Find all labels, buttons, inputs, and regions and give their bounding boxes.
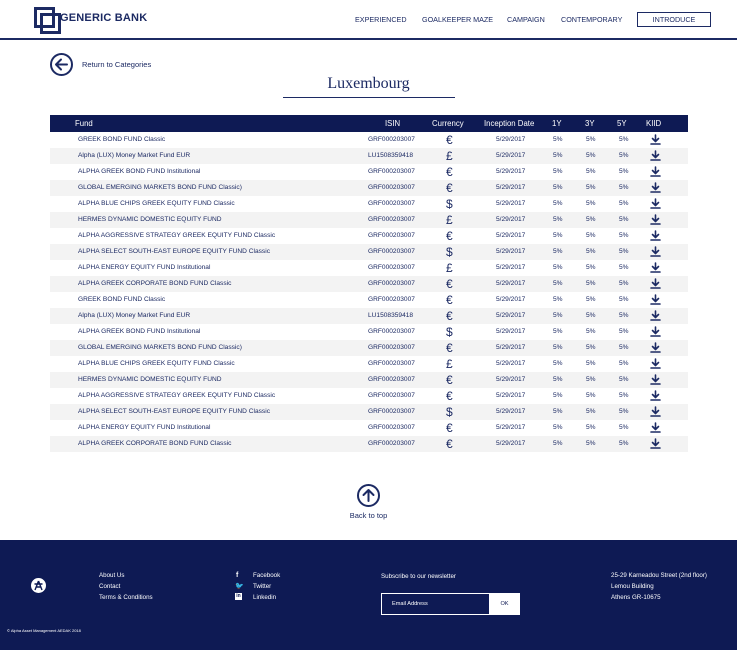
brand-logo[interactable]: [34, 7, 147, 29]
return-1y: 5%: [553, 184, 563, 191]
linkedin-icon[interactable]: in: [236, 593, 241, 599]
return-3y: 5%: [586, 216, 596, 223]
fund-name[interactable]: ALPHA SELECT SOUTH-EAST EUROPE EQUITY FUND Classic: [78, 248, 270, 255]
currency-symbol: €: [446, 341, 453, 355]
return-1y: 5%: [553, 296, 563, 303]
return-3y: 5%: [586, 312, 596, 319]
fund-name[interactable]: GREEK BOND FUND Classic: [78, 296, 166, 303]
title-divider: [283, 97, 455, 98]
footer-link-about-us[interactable]: About Us: [99, 572, 125, 579]
download-icon[interactable]: [650, 134, 661, 147]
isin: GRF000203007: [368, 424, 415, 431]
return-3y: 5%: [586, 168, 596, 175]
return-5y: 5%: [619, 264, 629, 271]
download-icon[interactable]: [650, 278, 661, 291]
site-header: [0, 0, 737, 40]
address-line-1: 25-29 Karneadou Street (2nd floor): [611, 572, 707, 579]
arrow-up-icon: [359, 486, 378, 505]
return-1y: 5%: [553, 264, 563, 271]
isin: GRF000203007: [368, 360, 415, 367]
currency-symbol: €: [446, 373, 453, 387]
return-1y: 5%: [553, 328, 563, 335]
nav-item-contemporary[interactable]: CONTEMPORARY: [561, 15, 623, 24]
download-icon[interactable]: [650, 166, 661, 179]
download-icon[interactable]: [650, 342, 661, 355]
currency-symbol: €: [446, 309, 453, 323]
table-row[interactable]: [50, 388, 688, 404]
fund-name[interactable]: ALPHA GREEK BOND FUND Institutional: [78, 328, 201, 335]
table-row[interactable]: [50, 260, 688, 276]
return-3y: 5%: [586, 152, 596, 159]
isin: GRF000203007: [368, 248, 415, 255]
currency-symbol: €: [446, 165, 453, 179]
currency-symbol: $: [446, 325, 453, 339]
fund-name[interactable]: Alpha (LUX) Money Market Fund EUR: [78, 312, 191, 319]
currency-symbol: $: [446, 245, 453, 259]
return-3y: 5%: [586, 424, 596, 431]
isin: GRF000203007: [368, 344, 415, 351]
isin: GRF000203007: [368, 328, 415, 335]
table-row[interactable]: [50, 372, 688, 388]
download-icon[interactable]: [650, 390, 661, 403]
return-1y: 5%: [553, 136, 563, 143]
fund-name[interactable]: HERMES DYNAMIC DOMESTIC EQUITY FUND: [78, 216, 222, 223]
download-icon[interactable]: [650, 150, 661, 163]
return-5y: 5%: [619, 296, 629, 303]
inception-date: 5/29/2017: [496, 328, 526, 335]
return-1y: 5%: [553, 248, 563, 255]
return-1y: 5%: [553, 216, 563, 223]
return-3y: 5%: [586, 440, 596, 447]
table-row[interactable]: [50, 292, 688, 308]
return-5y: 5%: [619, 376, 629, 383]
page-title: Luxembourg: [327, 75, 410, 92]
return-5y: 5%: [619, 168, 629, 175]
return-3y: 5%: [586, 344, 596, 351]
inception-date: 5/29/2017: [496, 392, 526, 399]
arrow-left-icon: [52, 55, 71, 74]
inception-date: 5/29/2017: [496, 280, 526, 287]
download-icon[interactable]: [650, 374, 661, 387]
inception-date: 5/29/2017: [496, 424, 526, 431]
table-row[interactable]: [50, 404, 688, 420]
isin: GRF000203007: [368, 168, 415, 175]
currency-symbol: £: [446, 149, 453, 163]
fund-name[interactable]: ALPHA BLUE CHIPS GREEK EQUITY FUND Classic: [78, 360, 235, 367]
currency-symbol: €: [446, 277, 453, 291]
download-icon[interactable]: [650, 198, 661, 211]
return-3y: 5%: [586, 328, 596, 335]
return-1y: 5%: [553, 360, 563, 367]
currency-symbol: £: [446, 213, 453, 227]
isin: GRF000203007: [368, 408, 415, 415]
download-icon[interactable]: [650, 182, 661, 195]
fund-name[interactable]: ALPHA ENERGY EQUITY FUND Institutional: [78, 264, 211, 271]
inception-date: 5/29/2017: [496, 136, 526, 143]
return-1y: 5%: [553, 424, 563, 431]
inception-date: 5/29/2017: [496, 360, 526, 367]
table-row[interactable]: [50, 148, 688, 164]
isin: GRF000203007: [368, 232, 415, 239]
twitter-icon[interactable]: 🐦: [235, 583, 244, 590]
return-5y: 5%: [619, 440, 629, 447]
return-3y: 5%: [586, 280, 596, 287]
return-1y: 5%: [553, 280, 563, 287]
currency-symbol: €: [446, 181, 453, 195]
subscribe-ok-button[interactable]: OK: [489, 593, 520, 615]
footer-link-terms[interactable]: Terms & Conditions: [99, 594, 153, 601]
inception-date: 5/29/2017: [496, 376, 526, 383]
fund-name[interactable]: ALPHA AGGRESSIVE STRATEGY GREEK EQUITY FUND Classic: [78, 392, 276, 399]
isin: GRF000203007: [368, 280, 415, 287]
back-to-top-link[interactable]: Back to top: [349, 511, 388, 520]
address-line-2: Lemou Building: [611, 583, 654, 590]
inception-date: 5/29/2017: [496, 264, 526, 271]
table-row[interactable]: [50, 196, 688, 212]
download-icon[interactable]: [650, 214, 661, 227]
nav-item-experienced[interactable]: EXPERIENCED: [355, 15, 407, 24]
inception-date: 5/29/2017: [496, 232, 526, 239]
return-3y: 5%: [586, 392, 596, 399]
download-icon[interactable]: [650, 294, 661, 307]
return-5y: 5%: [619, 312, 629, 319]
return-3y: 5%: [586, 264, 596, 271]
table-row[interactable]: [50, 180, 688, 196]
return-5y: 5%: [619, 216, 629, 223]
col-header-5y[interactable]: 5Y: [617, 119, 627, 128]
back-button[interactable]: [50, 53, 73, 76]
download-icon[interactable]: [650, 230, 661, 243]
table-row[interactable]: [50, 324, 688, 340]
download-icon[interactable]: [650, 246, 661, 259]
return-5y: 5%: [619, 328, 629, 335]
return-3y: 5%: [586, 376, 596, 383]
email-input[interactable]: [381, 593, 490, 615]
social-link-twitter[interactable]: Twitter: [253, 583, 272, 590]
currency-symbol: £: [446, 357, 453, 371]
inception-date: 5/29/2017: [496, 168, 526, 175]
table-row[interactable]: [50, 276, 688, 292]
return-5y: 5%: [619, 392, 629, 399]
inception-date: 5/29/2017: [496, 440, 526, 447]
return-to-categories-link[interactable]: Return to Categories: [82, 60, 152, 69]
isin: GRF000203007: [368, 392, 415, 399]
return-5y: 5%: [619, 408, 629, 415]
return-3y: 5%: [586, 200, 596, 207]
table-row[interactable]: [50, 356, 688, 372]
table-row[interactable]: [50, 420, 688, 436]
return-3y: 5%: [586, 184, 596, 191]
return-1y: 5%: [553, 440, 563, 447]
brand-name: GENERIC BANK: [60, 12, 148, 24]
currency-symbol: €: [446, 133, 453, 147]
return-5y: 5%: [619, 344, 629, 351]
isin: LU1508359418: [368, 312, 414, 319]
download-icon[interactable]: [650, 406, 661, 419]
fund-name[interactable]: ALPHA ENERGY EQUITY FUND Institutional: [78, 424, 211, 431]
return-1y: 5%: [553, 168, 563, 175]
return-5y: 5%: [619, 136, 629, 143]
isin: GRF000203007: [368, 184, 415, 191]
email-placeholder: Email Address: [392, 601, 428, 607]
download-icon[interactable]: [650, 438, 661, 451]
fund-name[interactable]: GREEK BOND FUND Classic: [78, 136, 166, 143]
fund-name[interactable]: ALPHA GREEK CORPORATE BOND FUND Classic: [78, 440, 232, 447]
table-row[interactable]: [50, 340, 688, 356]
table-header: [50, 115, 688, 132]
currency-symbol: £: [446, 261, 453, 275]
fund-name[interactable]: HERMES DYNAMIC DOMESTIC EQUITY FUND: [78, 376, 222, 383]
return-3y: 5%: [586, 248, 596, 255]
nav-item-campaign[interactable]: CAMPAIGN: [507, 15, 545, 24]
social-link-linkedin[interactable]: Linkedin: [253, 594, 277, 601]
fund-name[interactable]: ALPHA GREEK BOND FUND Institutional: [78, 168, 201, 175]
table-row[interactable]: [50, 244, 688, 260]
return-5y: 5%: [619, 360, 629, 367]
isin: GRF000203007: [368, 216, 415, 223]
isin: GRF000203007: [368, 200, 415, 207]
fund-name[interactable]: ALPHA GREEK CORPORATE BOND FUND Classic: [78, 280, 232, 287]
download-icon[interactable]: [650, 358, 661, 371]
back-to-top-button[interactable]: [357, 484, 380, 507]
col-header-inception-date[interactable]: Inception Date: [484, 119, 535, 128]
inception-date: 5/29/2017: [496, 344, 526, 351]
table-row[interactable]: [50, 436, 688, 452]
return-5y: 5%: [619, 200, 629, 207]
col-header-kiid[interactable]: KIID: [646, 119, 662, 128]
isin: GRF000203007: [368, 136, 415, 143]
return-5y: 5%: [619, 424, 629, 431]
facebook-icon[interactable]: f: [236, 572, 239, 579]
col-header-isin[interactable]: ISIN: [385, 119, 401, 128]
fund-name[interactable]: ALPHA SELECT SOUTH-EAST EUROPE EQUITY FUND Classic: [78, 408, 270, 415]
social-link-facebook[interactable]: Facebook: [253, 572, 281, 579]
currency-symbol: €: [446, 293, 453, 307]
return-1y: 5%: [553, 312, 563, 319]
inception-date: 5/29/2017: [496, 248, 526, 255]
nav-item-goalkeeper-maze[interactable]: GOALKEEPER MAZE: [422, 15, 494, 24]
isin: GRF000203007: [368, 376, 415, 383]
return-1y: 5%: [553, 392, 563, 399]
site-footer: [0, 540, 737, 650]
footer-link-contact[interactable]: Contact: [99, 583, 121, 590]
isin: GRF000203007: [368, 264, 415, 271]
download-icon[interactable]: [650, 262, 661, 275]
return-3y: 5%: [586, 296, 596, 303]
download-icon[interactable]: [650, 326, 661, 339]
isin: LU1508359418: [368, 152, 414, 159]
inception-date: 5/29/2017: [496, 296, 526, 303]
funds-table: [50, 115, 688, 452]
inception-date: 5/29/2017: [496, 200, 526, 207]
introduce-button[interactable]: INTRODUCE: [637, 12, 711, 27]
fund-name[interactable]: ALPHA BLUE CHIPS GREEK EQUITY FUND Classic: [78, 200, 235, 207]
return-1y: 5%: [553, 408, 563, 415]
copyright: © Alpha Asset Management AEDAK 2018: [7, 628, 81, 633]
inception-date: 5/29/2017: [496, 152, 526, 159]
table-row[interactable]: [50, 132, 688, 148]
table-row[interactable]: [50, 308, 688, 324]
return-3y: 5%: [586, 408, 596, 415]
inception-date: 5/29/2017: [496, 312, 526, 319]
return-5y: 5%: [619, 280, 629, 287]
bank-logo-icon: [34, 7, 56, 29]
address-line-3: Athens GR-10675: [611, 594, 661, 601]
currency-symbol: €: [446, 421, 453, 435]
return-5y: 5%: [619, 184, 629, 191]
currency-symbol: $: [446, 405, 453, 419]
table-row[interactable]: [50, 164, 688, 180]
return-5y: 5%: [619, 232, 629, 239]
fund-name[interactable]: Alpha (LUX) Money Market Fund EUR: [78, 152, 191, 159]
return-5y: 5%: [619, 248, 629, 255]
inception-date: 5/29/2017: [496, 216, 526, 223]
return-1y: 5%: [553, 200, 563, 207]
isin: GRF000203007: [368, 296, 415, 303]
return-1y: 5%: [553, 376, 563, 383]
table-row[interactable]: [50, 212, 688, 228]
currency-symbol: €: [446, 437, 453, 451]
return-3y: 5%: [586, 232, 596, 239]
col-header-3y[interactable]: 3Y: [585, 119, 595, 128]
col-header-1y[interactable]: 1Y: [552, 119, 562, 128]
fund-name[interactable]: GLOBAL EMERGING MARKETS BOND FUND Classic): [78, 344, 242, 351]
inception-date: 5/29/2017: [496, 184, 526, 191]
currency-symbol: $: [446, 197, 453, 211]
return-5y: 5%: [619, 152, 629, 159]
col-header-fund[interactable]: Fund: [75, 119, 93, 128]
table-row[interactable]: [50, 228, 688, 244]
table-body: [50, 132, 688, 452]
fund-name[interactable]: ALPHA AGGRESSIVE STRATEGY GREEK EQUITY FUND Classic: [78, 232, 276, 239]
return-1y: 5%: [553, 152, 563, 159]
return-1y: 5%: [553, 232, 563, 239]
isin: GRF000203007: [368, 440, 415, 447]
download-icon[interactable]: [650, 422, 661, 435]
currency-symbol: €: [446, 389, 453, 403]
return-3y: 5%: [586, 360, 596, 367]
fund-name[interactable]: GLOBAL EMERGING MARKETS BOND FUND Classic): [78, 184, 242, 191]
return-3y: 5%: [586, 136, 596, 143]
return-1y: 5%: [553, 344, 563, 351]
inception-date: 5/29/2017: [496, 408, 526, 415]
col-header-currency[interactable]: Currency: [432, 119, 464, 128]
currency-symbol: €: [446, 229, 453, 243]
newsletter-label: Subscribe to our newsletter: [381, 573, 456, 580]
download-icon[interactable]: [650, 310, 661, 323]
footer-logo-icon: [31, 578, 46, 593]
